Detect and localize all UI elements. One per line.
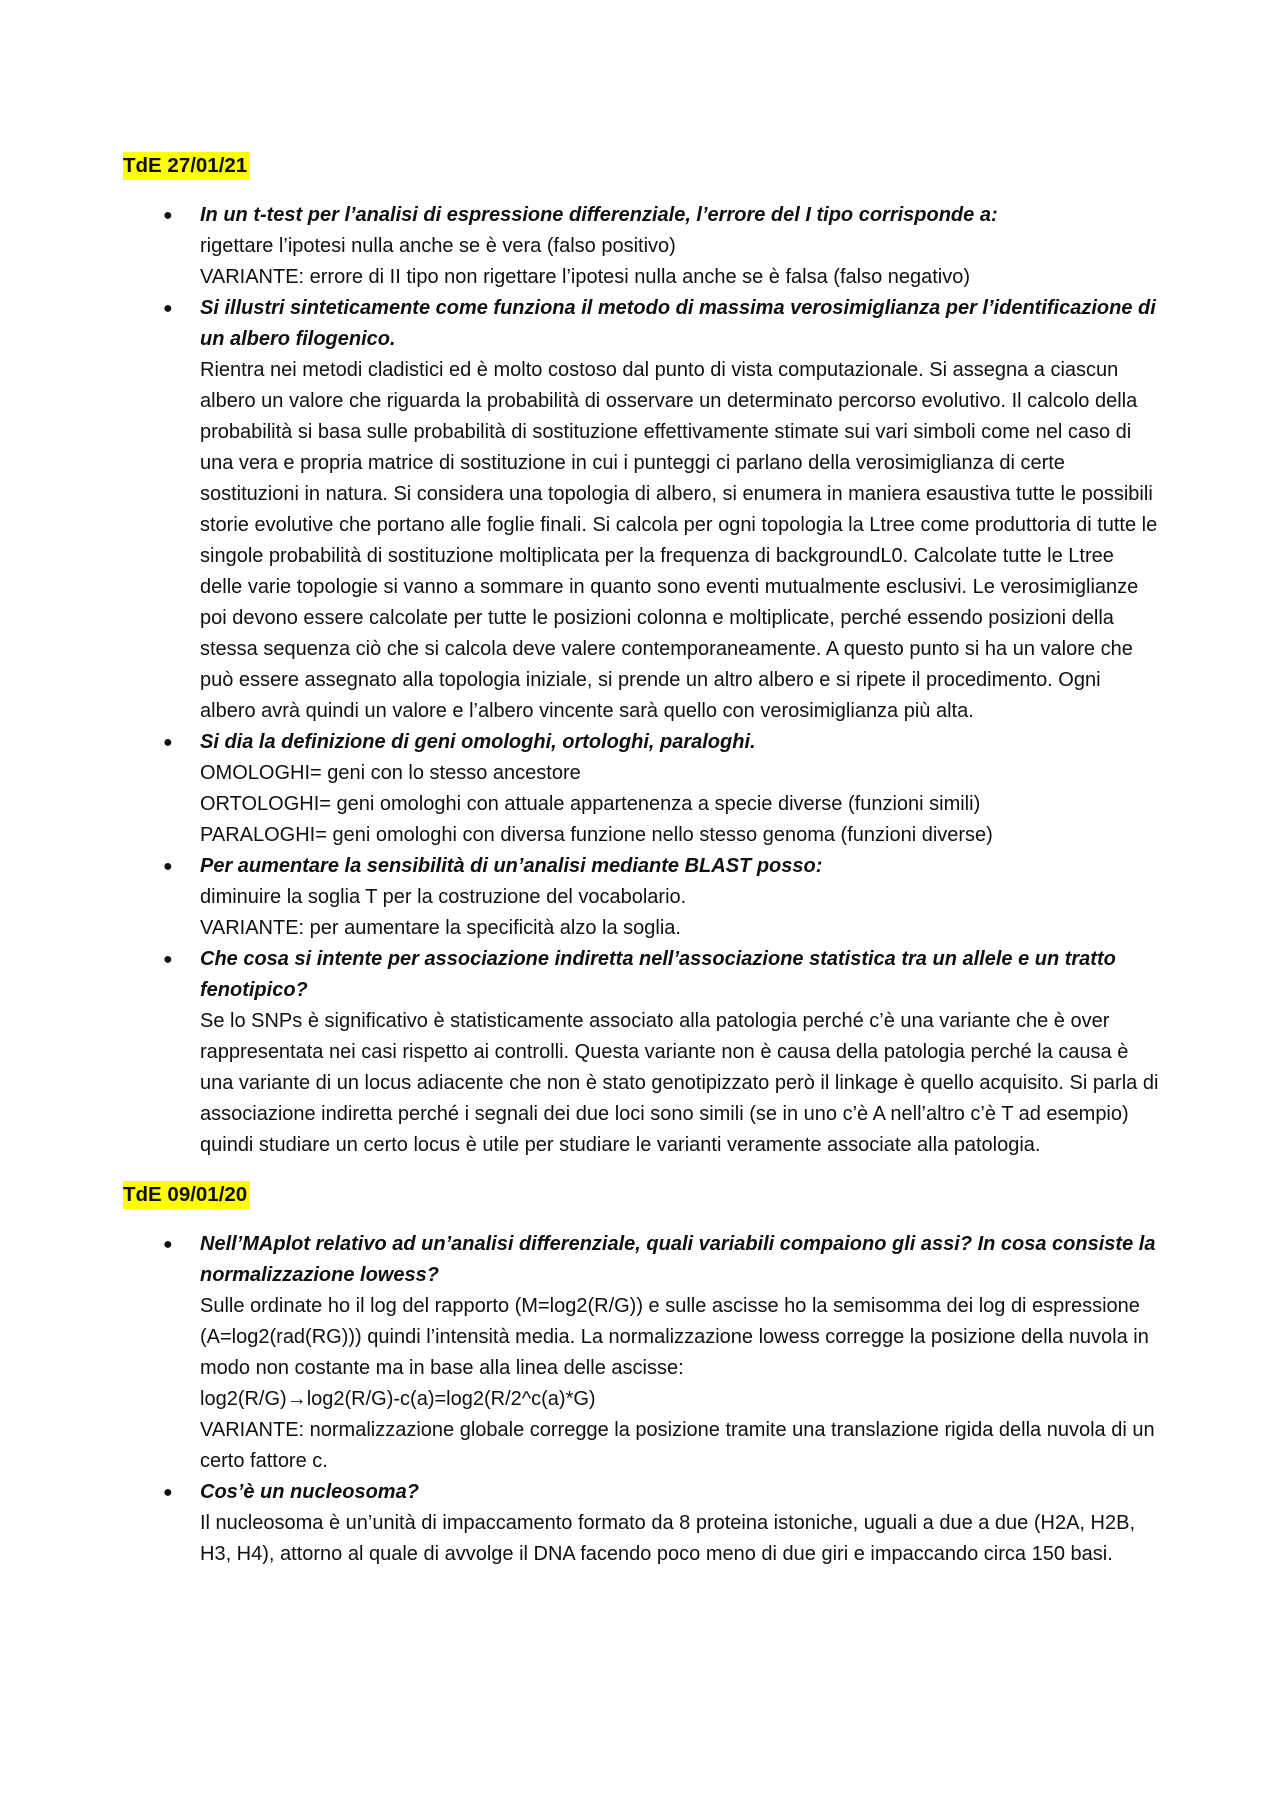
list-item [123,851,1160,944]
bullet-icon: ● [163,300,173,317]
answer-text: rigettare l’ipotesi nulla anche se è vera (falso positivo) [200,235,676,257]
answer-text: Sulle ordinate ho il log del rapporto (M=log2(R/G)) e sulle ascisse ho la semisomma dei log di espressione (A=log2(rad(RG))) quindi l’intensità media. La normalizzazione lowess corregge la posizione della nuvola in modo non costante ma in base alla linea delle ascisse: [200,1295,1149,1379]
section-heading: TdE 27/01/21 [123,152,250,180]
question-text: Si illustri sinteticamente come funziona il metodo di massima verosimiglianza per l’identificazione di un albero filogenico. [200,297,1156,350]
answer-variant-text: VARIANTE: errore di II tipo non rigettare l’ipotesi nulla anche se è falsa (falso negativo) [200,266,971,288]
list-item [123,1229,1160,1477]
list-item [123,944,1160,1161]
section-tde-27-01-21 [123,152,1160,1161]
answer-variant-text: VARIANTE: per aumentare la specificità alzo la soglia. [200,917,681,939]
section-tde-09-01-20 [123,1181,1160,1570]
formula-text: log2(R/G)→log2(R/G)-c(a)=log2(R/2^c(a)*G) [200,1388,596,1410]
question-list [123,1229,1160,1570]
answer-variant-text: VARIANTE: normalizzazione globale corregge la posizione tramite una translazione rigida della nuvola di un certo fattore c. [200,1419,1155,1472]
bullet-icon: ● [163,951,173,968]
list-item [123,293,1160,727]
answer-text: Rientra nei metodi cladistici ed è molto costoso dal punto di vista computazionale. Si assegna a ciascun albero un valore che riguarda la probabilità di osservare un determinato percorso evolutivo. Il calcolo della probabilità si basa sulle probabilità di sostituzione effettivamente stimate sui vari simboli come nel caso di una vera e propria matrice di sostituzione in cui i punteggi ci parlano della verosimiglianza di certe sostituzioni in natura. Si considera una topologia di albero, si enumera in maniera esaustiva tutte le possibili storie evolutive che portano alle foglie finali. Si calcola per ogni topologia la Ltree come produttoria di tutte le singole probabilità di sostituzione moltiplicata per la frequenza di backgroundL0. Calcolate tutte le Ltree delle varie topologie si vanno a sommare in quanto sono eventi mutualmente esclusivi. Le verosimiglianze poi devono essere calcolate per tutte le posizioni colonna e moltiplicate, perché essendo posizioni della stessa sequenza ciò che si calcola deve valere contemporaneamente. A questo punto si ha un valore che può essere assegnato alla topologia iniziale, si prende un altro albero e si ripete il procedimento. Ogni albero avrà quindi un valore e l’albero vincente sarà quello con verosimiglianza più alta. [200,359,1158,722]
question-text: Si dia la definizione di geni omologhi, ortologhi, paraloghi. [200,731,756,753]
question-text: Cos’è un nucleosoma? [200,1481,419,1503]
question-text: In un t-test per l’analisi di espressione differenziale, l’errore del I tipo corrisponde a: [200,204,998,226]
answer-ortologhi-text: ORTOLOGHI= geni omologhi con attuale appartenenza a specie diverse (funzioni simili) [200,793,981,815]
answer-paraloghi-text: PARALOGHI= geni omologhi con diversa funzione nello stesso genoma (funzioni diverse) [200,824,993,846]
list-item [123,1477,1160,1570]
bullet-icon: ● [163,1484,173,1501]
question-text: Che cosa si intente per associazione indiretta nell’associazione statistica tra un allele e un tratto fenotipico? [200,948,1116,1001]
section-heading: TdE 09/01/20 [123,1181,250,1209]
answer-text: Il nucleosoma è un’unità di impaccamento formato da 8 proteina istoniche, uguali a due a due (H2A, H2B, H3, H4), attorno al quale di avvolge il DNA facendo poco meno di due giri e impaccando circa 150 basi. [200,1512,1135,1565]
answer-text: Se lo SNPs è significativo è statisticamente associato alla patologia perché c’è una variante che è over rappresentata nei casi rispetto ai controlli. Questa variante non è causa della patologia perché la causa è una variante di un locus adiacente che non è stato genotipizzato però il linkage è quello acquisito. Si parla di associazione indiretta perché i segnali dei due loci sono simili (se in uno c’è A nell’altro c’è T ad esempio) quindi studiare un certo locus è utile per studiare le varianti veramente associate alla patologia. [200,1010,1159,1156]
bullet-icon: ● [163,1236,173,1253]
question-text: Nell’MAplot relativo ad un’analisi differenziale, quali variabili compaiono gli assi? In cosa consiste la normalizzazione lowess? [200,1233,1156,1286]
list-item [123,727,1160,851]
answer-omologhi-text: OMOLOGHI= geni con lo stesso ancestore [200,762,581,784]
bullet-icon: ● [163,734,173,751]
answer-text: diminuire la soglia T per la costruzione del vocabolario. [200,886,687,908]
question-text: Per aumentare la sensibilità di un’analisi mediante BLAST posso: [200,855,823,877]
question-list [123,200,1160,1161]
list-item [123,200,1160,293]
bullet-icon: ● [163,858,173,875]
bullet-icon: ● [163,207,173,224]
